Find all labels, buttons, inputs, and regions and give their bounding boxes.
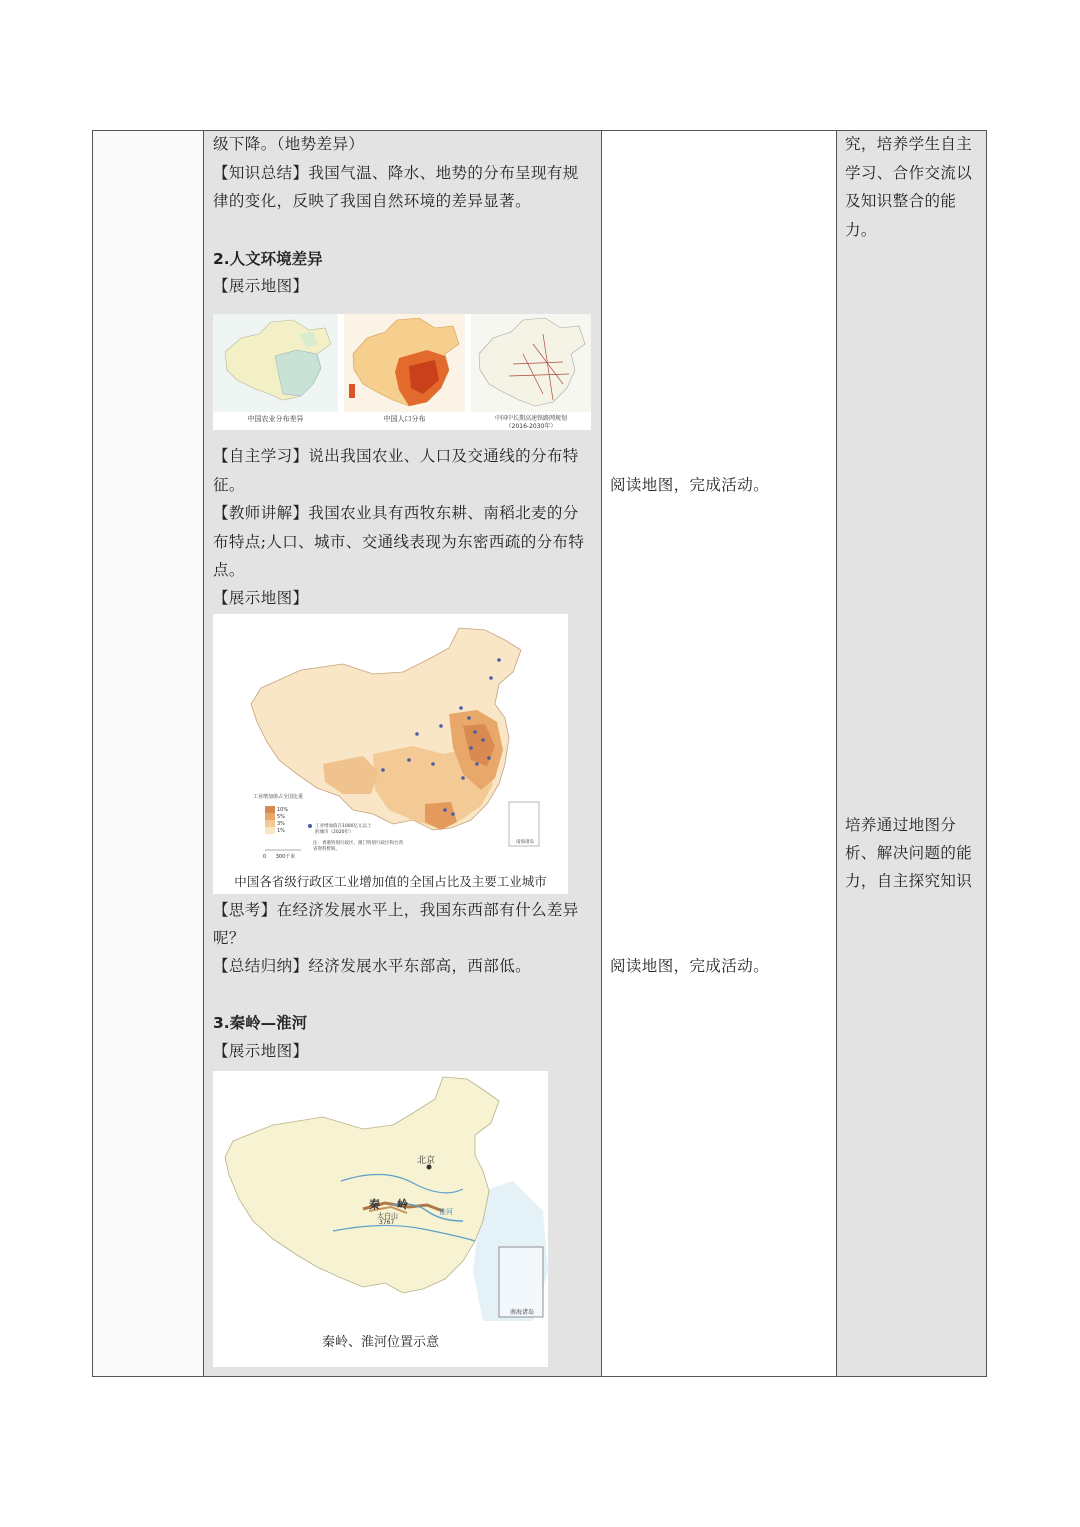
student-activity: 阅读地图，完成活动。 [610, 957, 770, 975]
huaihe-label: 淮河 [439, 1208, 453, 1216]
knowledge-summary-line: 律的变化，反映了我国自然环境的差异显著。 [213, 192, 532, 210]
show-map-label: 【展示地图】 [213, 589, 309, 607]
legend-item: 1% [277, 828, 285, 834]
self-study-line: 征。 [213, 476, 245, 494]
legend-item: 3% [277, 821, 285, 827]
table-column-design-intent [836, 130, 987, 1377]
railway-map [471, 314, 591, 412]
legend-city: 工业增加值在1000亿元以上的城市（2020年） [315, 824, 372, 835]
show-map-label: 【展示地图】 [213, 277, 309, 295]
ling-label: 岭 [397, 1198, 408, 1211]
section-heading: 2.人文环境差异 [213, 250, 323, 268]
text-line: 级下降。（地势差异） [213, 135, 365, 153]
design-intent-line: 力，自主探究知识 [845, 872, 973, 890]
legend-item: 5% [277, 814, 285, 820]
qinling-huaihe-map [213, 1071, 548, 1326]
design-intent-line: 析、解决问题的能 [845, 844, 973, 862]
map-row-image [213, 314, 591, 430]
table-column-student-activity [601, 130, 836, 1377]
knowledge-summary-line: 【知识总结】我国气温、降水、地势的分布呈现有规 [213, 164, 579, 182]
teacher-explain-line: 点。 [213, 561, 245, 579]
map-caption: 秦岭、淮河位置示意 [321, 1335, 439, 1350]
section-heading: 3.秦岭—淮河 [213, 1014, 308, 1032]
qin-label: 秦 [369, 1198, 380, 1211]
elevation-label: 3767 [379, 1219, 395, 1226]
legend-title: 工业增加值占全国比重 [253, 794, 304, 800]
map-caption: 中国中长期高速铁路网规划 [494, 415, 567, 422]
self-study-line: 【自主学习】说出我国农业、人口及交通线的分布特 [213, 447, 579, 465]
teacher-explain-line: 布特点;人口、城市、交通线表现为东密西疏的分布特 [213, 533, 585, 551]
population-map [344, 314, 465, 412]
summary-line: 【总结归纳】经济发展水平东部高，西部低。 [213, 957, 532, 975]
taibai-label: 太白山 [377, 1212, 398, 1220]
map-scale: 0 300千米 [263, 854, 296, 860]
design-intent-line: 及知识整合的能 [845, 192, 957, 210]
industry-map-image [213, 614, 568, 894]
table-column-1 [92, 130, 203, 1377]
map-caption: 中国各省级行政区工业增加值的全国占比及主要工业城市 [234, 874, 547, 889]
map-caption: 中国农业分布差异 [247, 415, 304, 423]
design-intent-line: 学习、合作交流以 [845, 164, 973, 182]
map-caption: 中国人口分布 [383, 415, 426, 423]
teacher-explain-line: 【教师讲解】我国农业具有西牧东耕、南稻北麦的分 [213, 504, 579, 522]
student-activity: 阅读地图，完成活动。 [610, 476, 770, 494]
think-line: 呢？ [213, 929, 245, 947]
map-note: 注：香港特别行政区、澳门特别行政区和台湾省资料暂缺。 [313, 841, 403, 852]
design-intent-line: 培养通过地图分 [845, 816, 957, 834]
design-intent-line: 力。 [845, 221, 877, 239]
qinling-map-image [213, 1071, 548, 1367]
map-caption: （2016-2030年） [505, 423, 557, 430]
industry-china-map [213, 614, 568, 869]
think-line: 【思考】在经济发展水平上，我国东西部有什么差异 [213, 901, 579, 919]
inset-label: 南海诸岛 [509, 1309, 534, 1316]
show-map-label: 【展示地图】 [213, 1042, 309, 1060]
legend-item: 10% [277, 807, 289, 813]
inset-label: 南海诸岛 [516, 840, 534, 845]
agriculture-map [213, 314, 338, 412]
design-intent-line: 究，培养学生自主 [845, 135, 973, 153]
city-label-beijing: 北京 [417, 1156, 436, 1166]
